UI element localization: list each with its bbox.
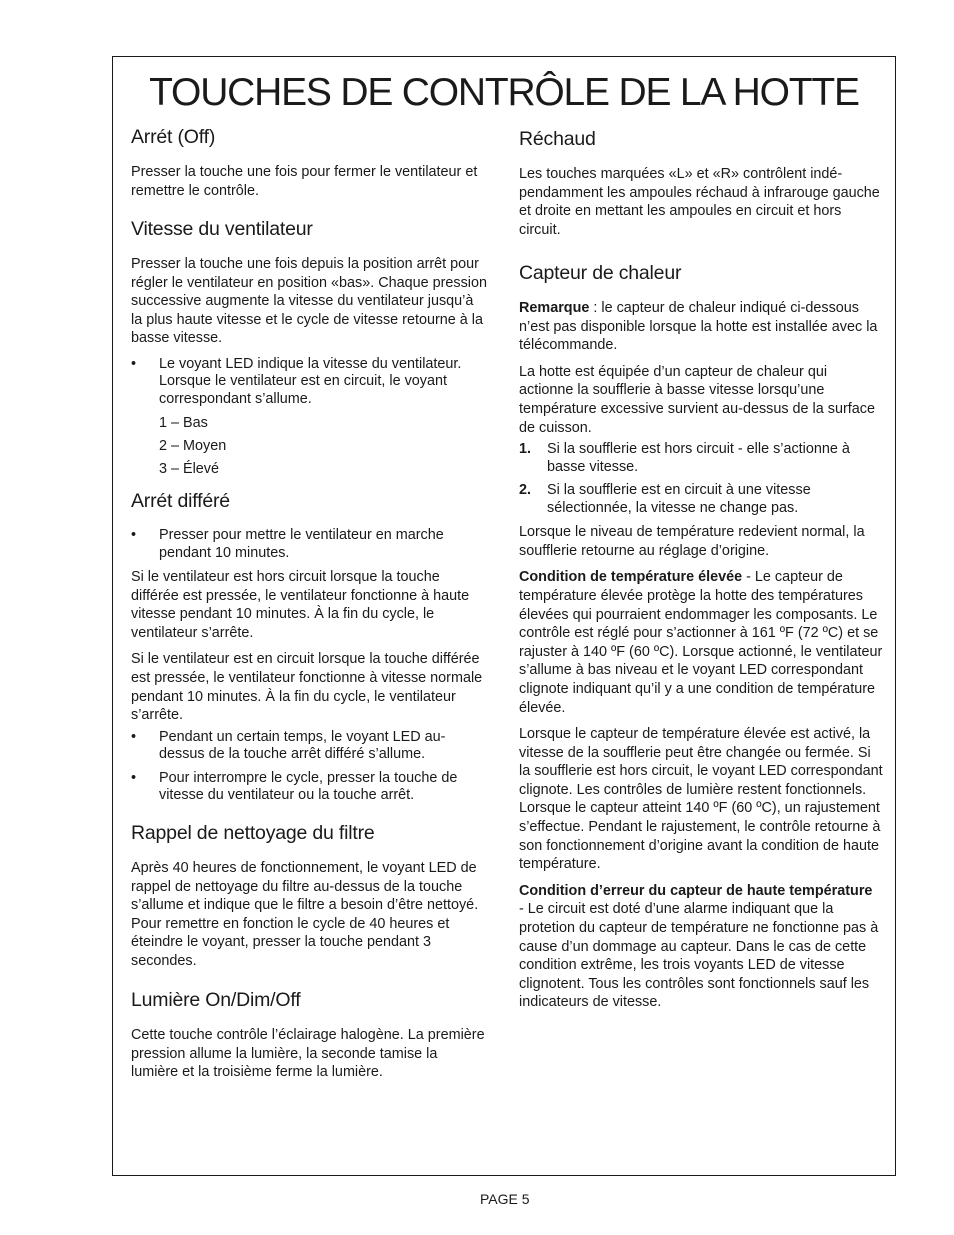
text-capteur-2: Lorsque le niveau de température redevient normal, la soufflerie retourne au réglage d’origine.: [519, 524, 865, 559]
text-differe-2: Si le ventilateur est en circuit lorsque la touche différée est pressée, le ventilateur fonctionne à vitesse normale pendant 10 minutes. À la fin du cycle, le ventilateur s’arrête.: [131, 651, 483, 724]
list-differe: [131, 527, 487, 562]
text-capteur-1: La hotte est équipée d’un capteur de chaleur qui actionne la soufflerie à basse vitesse lorsqu’une température excessive survient au-dessus de la surface de cuisson.: [519, 363, 875, 436]
list-vitesse: [131, 356, 487, 409]
text-differe-1: Si le ventilateur est hors circuit lorsque la touche différée est pressée, le ventilateur fonctionne à haute vitesse pendant 10 minutes. À la fin du cycle, le ventilateur s’arrête.: [131, 569, 470, 641]
list-item: • Le voyant LED indique la vitesse du ventilateur. Lorsque le ventilateur est en circuit, le voyant correspondant s’allume.: [131, 355, 462, 407]
section-vitesse: [131, 217, 487, 483]
text-condition: Condition de température élevée - Le capteur de température élevée protège la hotte des températures élevées qui pourraient endommager les composants. Le contrôle est réglé pour s’actionner à 161 ºF (72 ºC) et se rajuster à 140 ºF (60 ºC). Lorsque actionné, le ventilateur s’allume à bas niveau et le voyant LED correspondant clignote indiquant qu’il y a une condition de température élevée.: [519, 569, 883, 716]
section-rappel: [131, 821, 487, 979]
list-differe-2: [131, 729, 487, 805]
speed-level: 2 – Moyen: [159, 438, 227, 455]
text-capteur-3: Lorsque le capteur de température élevée est activé, la vitesse de la soufflerie peut être changée ou fermée. Si la soufflerie est hors circuit, le voyant LED correspondant clignote. Les contrôles de lumière restent fonctionnels. Lorsque le capteur atteint 140 ºF (60 ºC), un rajustement s’effectue. Pendant le rajustement, le contrôle retourne à son fonctionnement d’origine avant la condition de haute température.: [519, 726, 883, 873]
text-erreur: Condition d’erreur du capteur de haute température - Le circuit est doté d’une alarme indiquant que la protetion du capteur de température ne fonctionne pas à cause d’un dommage au capteur. Dans le cas de cette condition extrême, les trois voyants LED de vitesse clignotent. Tous les contrôles sont fonctionnels sauf les indicateurs de vitesse.: [519, 882, 883, 1011]
list-item: • Pendant un certain temps, le voyant LED au-dessus de la touche arrêt différé s’allume.: [131, 728, 446, 763]
bullet-icon: •: [131, 728, 137, 745]
page-number: PAGE 5: [480, 1191, 530, 1207]
list-item: 2. Si la soufflerie est en circuit à une vitesse sélectionnée, la vitesse ne change pas.: [519, 482, 811, 516]
heading-rechaud: Réchaud: [519, 128, 596, 150]
heading-rappel: Rappel de nettoyage du filtre: [131, 822, 375, 844]
note-label: Remarque: [519, 300, 590, 316]
text-vitesse: Presser la touche une fois depuis la position arrêt pour régler le ventilateur en position «bas». Chaque pression successive augmente la vitesse du ventilateur jusqu’à la plus haute vitesse et le cycle de vitesse retourne à la basse vitesse.: [131, 256, 487, 347]
text-rappel: Après 40 heures de fonctionnement, le voyant LED de rappel de nettoyage du filtre au-dessus de la touche s’allume et indique que le filtre a besoin d’être nettoyé. Pour remettre en fonction le cycle de 40 heures et éteindre le voyant, presser la touche pendant 3 secondes.: [131, 860, 479, 969]
speed-level: 3 – Élevé: [159, 461, 220, 478]
list-item: 1. Si la soufflerie est hors circuit - elle s’actionne à basse vitesse.: [519, 441, 850, 475]
page-frame: [112, 56, 896, 1176]
speed-levels: [159, 414, 487, 478]
bullet-icon: •: [131, 527, 137, 543]
list-item: • Pour interrompre le cycle, presser la touche de vitesse du ventilateur ou la touche arrêt.: [131, 769, 458, 804]
bullet-icon: •: [131, 769, 137, 786]
section-capteur: [519, 261, 885, 1020]
note-capteur: Remarque : le capteur de chaleur indiqué ci-dessous n’est pas disponible lorsque la hotte est installée avec la télécommande.: [519, 300, 878, 354]
bullet-icon: •: [131, 355, 137, 372]
error-label: Condition d’erreur du capteur de haute température: [519, 882, 873, 899]
condition-label: Condition de température élevée: [519, 569, 743, 586]
section-differe: [131, 489, 487, 811]
text-arret: Presser la touche une fois pour fermer le ventilateur et remettre le contrôle.: [131, 164, 478, 199]
text-rechaud: Les touches marquées «L» et «R» contrôlent indé-pendamment les ampoules réchaud à infrarouge gauche et droite en mettant les ampoules en circuit et hors circuit.: [519, 166, 880, 238]
heading-lumiere: Lumière On/Dim/Off: [131, 989, 301, 1011]
section-rechaud: [519, 127, 885, 247]
section-lumiere: [131, 988, 487, 1090]
section-arret: [131, 125, 487, 208]
heading-vitesse: Vitesse du ventilateur: [131, 218, 313, 240]
text-lumiere: Cette touche contrôle l’éclairage halogène. La première pression allume la lumière, la seconde tamise la lumière et la troisième ferme la lumière.: [131, 1027, 485, 1081]
list-item: • Presser pour mettre le ventilateur en marche pendant 10 minutes.: [131, 527, 444, 561]
page-title: TOUCHES DE CONTRÔLE DE LA HOTTE: [149, 71, 859, 114]
heading-capteur: Capteur de chaleur: [519, 262, 682, 284]
heading-arret: Arrét (Off): [131, 126, 216, 148]
list-capteur: [519, 441, 885, 517]
speed-level: 1 – Bas: [159, 415, 208, 432]
heading-differe: Arrét différé: [131, 490, 230, 512]
